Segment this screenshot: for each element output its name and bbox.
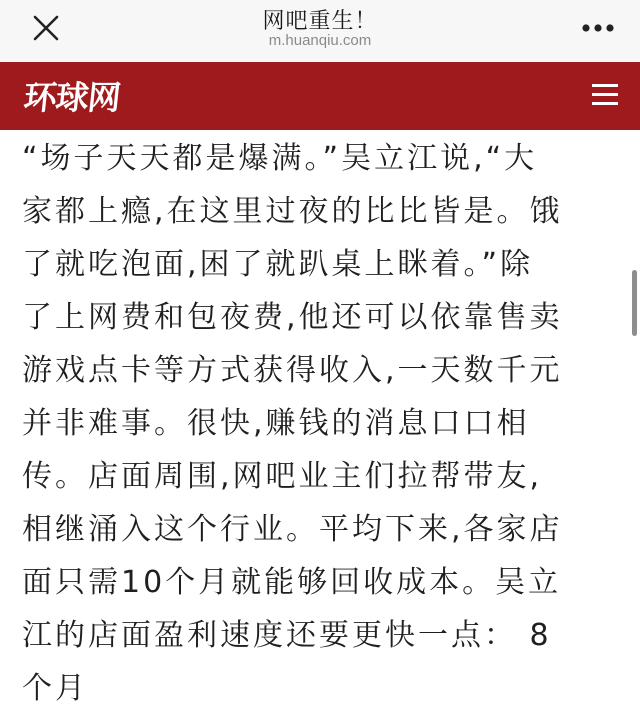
vertical-scrollbar[interactable] (632, 270, 637, 336)
article-line: 江的店面盈利速度还要更快一点： 8 (22, 618, 552, 653)
article-line: 了就吃泡面,困了就趴桌上眯着。”除 (22, 247, 534, 282)
article-line: 了上网费和包夜费,他还可以依靠售卖 (22, 300, 563, 335)
article-line: 相继涌入这个行业。平均下来,各家店 (22, 512, 563, 547)
article-body (22, 132, 618, 715)
page-title: 网吧重生！ (262, 9, 378, 34)
page-url: m.huanqiu.com (268, 32, 372, 49)
close-icon (32, 14, 60, 42)
browser-toolbar (0, 0, 640, 63)
site-header (0, 62, 640, 130)
article-line: 游戏点卡等方式获得收入,一天数千元 (22, 353, 563, 388)
hamburger-menu-icon (592, 84, 618, 87)
article-line: 并非难事。很快,赚钱的消息口口相 (22, 406, 530, 441)
article-line: 个月 (22, 671, 88, 706)
close-button[interactable] (26, 8, 66, 48)
article-line: 面只需10个月就能够回收成本。吴立 (22, 565, 562, 600)
more-dots-icon (581, 23, 615, 33)
hamburger-menu-button[interactable] (590, 80, 620, 110)
article-line: “场子天天都是爆满。”吴立江说,“大 (22, 141, 538, 176)
more-options-button[interactable] (578, 10, 618, 46)
article-line: 传。店面周围,网吧业主们拉帮带友, (22, 459, 543, 494)
site-logo[interactable]: 环球网 (21, 78, 122, 117)
article-line: 家都上瘾,在这里过夜的比比皆是。饿 (22, 194, 563, 229)
